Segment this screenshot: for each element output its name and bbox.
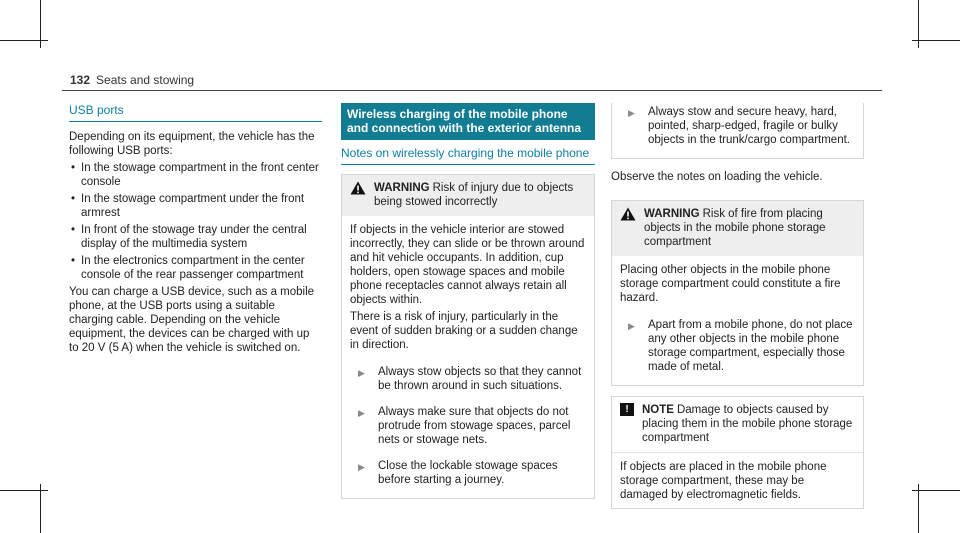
section-heading-notes: Notes on wirelessly charging the mobile phone xyxy=(341,146,595,165)
step-text: Always stow and secure heavy, hard, pointed, sharp-edged, fragile or bulky objects in the trunk/cargo compartment. xyxy=(648,106,850,146)
arrow-right-icon: ▶ xyxy=(628,108,635,118)
arrow-right-icon: ▶ xyxy=(358,408,365,418)
header-rule xyxy=(62,90,882,91)
warning-paragraph: There is a risk of injury, particularly in the event of sudden braking or a sudden change in direction. xyxy=(350,311,578,351)
warning-header xyxy=(342,175,594,216)
observe-text: Observe the notes on loading the vehicle. xyxy=(611,171,823,183)
usb-port-list xyxy=(69,161,322,282)
note-title-text: Damage to objects caused by placing them in the mobile phone storage compartment xyxy=(642,404,853,444)
arrow-right-icon: ▶ xyxy=(358,462,365,472)
crop-mark xyxy=(40,0,41,48)
warning-title-text: Risk of injury due to objects being stowed incorrectly xyxy=(374,182,574,208)
warning-keyword: WARNING xyxy=(374,182,430,194)
warning-paragraph: Placing other objects in the mobile phone storage compartment could constitute a fire hazard. xyxy=(620,264,841,304)
warning-body xyxy=(612,103,863,158)
warning-triangle-icon xyxy=(350,181,366,195)
action-step xyxy=(350,358,586,398)
page-number: 132 xyxy=(70,73,91,87)
warning-paragraph: If objects in the vehicle interior are stowed incorrectly, they can slide or be thrown around and hit vehicle occupants. In addition, cup holders, open stowage spaces and mobile phone receptacles cannot always retain all objects within. xyxy=(350,224,585,306)
list-item: • In front of the stowage tray under the central display of the multimedia system xyxy=(69,223,322,251)
usb-outro: You can charge a USB device, such as a mobile phone, at the USB ports using a suitable charging cable. Depending on the vehicle equipment, the devices can be charged with up to 20 V (5 A) when the vehicle is switched on. xyxy=(69,286,315,354)
column-wireless-charging xyxy=(341,103,595,499)
warning-box-fire xyxy=(611,200,864,386)
action-step xyxy=(350,452,586,492)
note-body xyxy=(612,452,863,508)
warning-title xyxy=(374,181,586,209)
section-heading-usb: USB ports xyxy=(69,103,322,122)
note-header xyxy=(612,397,863,452)
crop-mark xyxy=(912,40,960,41)
crop-mark xyxy=(40,484,41,533)
warning-header xyxy=(612,201,863,256)
crop-mark xyxy=(918,484,919,533)
warning-title xyxy=(644,207,855,249)
usb-intro: Depending on its equipment, the vehicle has the following USB ports: xyxy=(69,131,315,157)
list-item: • In the stowage compartment in the front center console xyxy=(69,161,322,189)
warning-box-continued xyxy=(611,103,864,159)
step-text: Apart from a mobile phone, do not place any other objects in the mobile phone storage compartment, especially those made of metal. xyxy=(648,319,853,373)
warning-title-text: Risk of fire from placing objects in the mobile phone storage compartment xyxy=(644,208,826,248)
column-continued xyxy=(611,103,864,509)
note-paragraph: If objects are placed in the mobile phone storage compartment, these may be damaged by electromagnetic fields. xyxy=(620,461,827,501)
action-step xyxy=(620,311,855,379)
arrow-right-icon: ▶ xyxy=(628,321,635,331)
list-item: • In the electronics compartment in the center console of the rear passenger compartment xyxy=(69,254,322,282)
step-text: Always make sure that objects do not protrude from stowage spaces, parcel nets or stowage nets. xyxy=(378,406,571,446)
warning-body xyxy=(612,256,863,385)
section-title: Seats and stowing xyxy=(96,73,195,87)
running-header xyxy=(70,73,194,87)
crop-mark xyxy=(912,490,960,491)
note-box-damage xyxy=(611,396,864,509)
exclamation-icon: ! xyxy=(620,403,634,416)
warning-body xyxy=(342,216,594,498)
warning-box-objects xyxy=(341,174,595,499)
action-step xyxy=(620,105,855,152)
action-step xyxy=(350,398,586,452)
topic-banner: Wireless charging of the mobile phone and connection with the exterior antenna xyxy=(341,103,595,140)
step-text: Close the lockable stowage spaces before starting a journey. xyxy=(378,460,558,486)
column-usb-ports xyxy=(69,103,322,355)
list-item: • In the stowage compartment under the front armrest xyxy=(69,192,322,220)
warning-keyword: WARNING xyxy=(644,208,700,220)
warning-triangle-icon xyxy=(620,207,636,221)
note-title xyxy=(642,403,855,445)
step-text: Always stow objects so that they cannot be thrown around in such situations. xyxy=(378,366,582,392)
crop-mark xyxy=(918,0,919,48)
note-keyword: NOTE xyxy=(642,404,674,416)
arrow-right-icon: ▶ xyxy=(358,368,365,378)
